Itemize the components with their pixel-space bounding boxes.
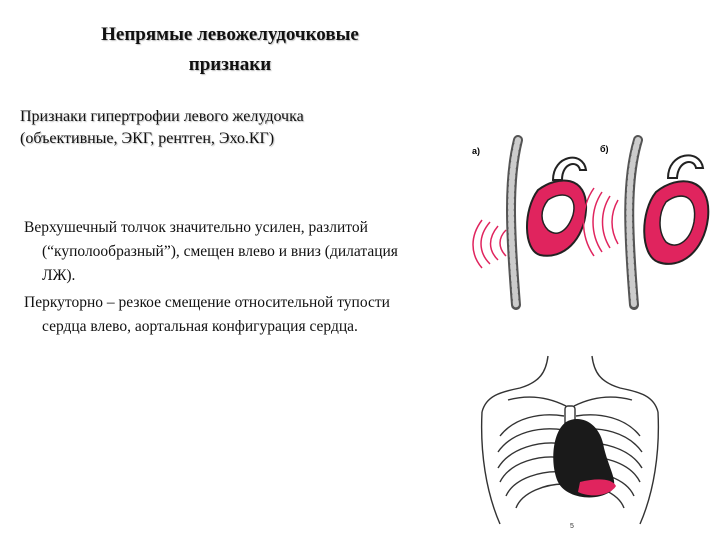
- chest-figure: [470, 352, 670, 532]
- apex-impulse-figure: [468, 130, 716, 310]
- figure-caption: 5: [570, 523, 574, 530]
- heart-apex-impulse-dilated-icon: [584, 140, 709, 305]
- figure-label-b: б): [600, 144, 609, 154]
- paragraph-percussion: Перкуторно – резкое смещение относительной тупости сердца влево, аортальная конфигурация сердца.: [24, 294, 390, 335]
- subtitle-line-1: Признаки гипертрофии левого желудочка: [20, 108, 304, 125]
- heart-apex-impulse-icon: [473, 140, 586, 305]
- figure-label-a: а): [472, 146, 481, 156]
- title-line-1: Непрямые левожелудочковые: [101, 24, 359, 45]
- slide-subtitle: [20, 106, 360, 150]
- paragraph-apex-impulse: Верхушечный толчок значительно усилен, разлитой (“куполообразный”), смещен влево и вниз (дилатация ЛЖ).: [24, 219, 398, 284]
- slide-title: [40, 20, 420, 80]
- body-text: [24, 216, 434, 342]
- title-line-2: признаки: [188, 54, 272, 75]
- subtitle-line-2: (объективные, ЭКГ, рентген, Эхо.КГ): [20, 130, 275, 147]
